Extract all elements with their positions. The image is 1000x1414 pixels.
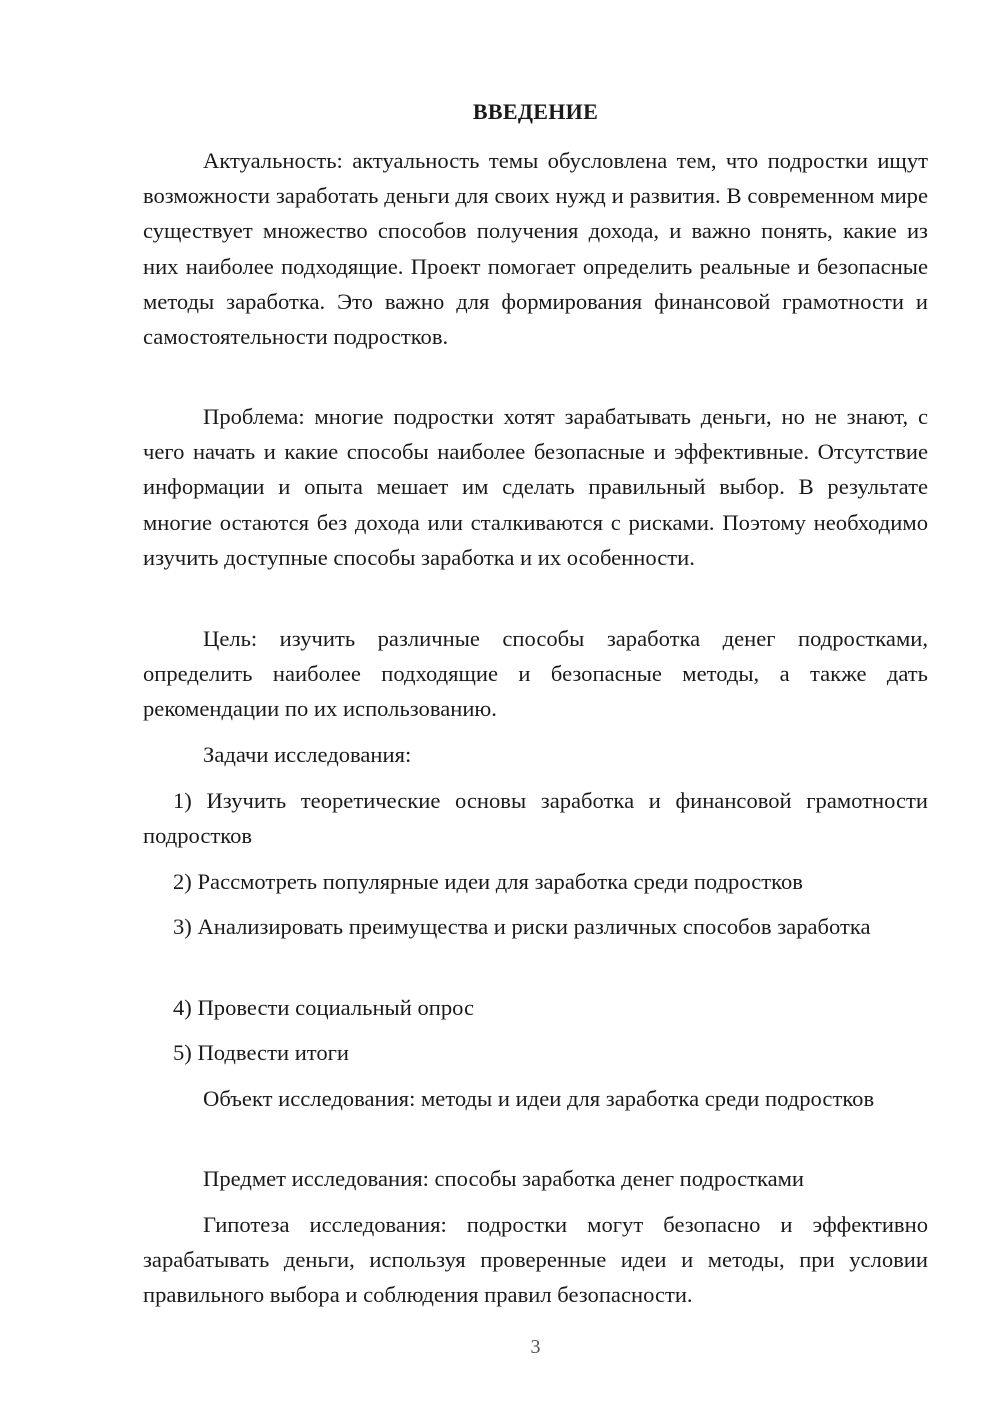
task-item-3: 3) Анализировать преимущества и риски различных способов заработка bbox=[173, 914, 871, 939]
tasks-heading: Задачи исследования: bbox=[203, 742, 412, 767]
problem-paragraph: Проблема: многие подростки хотят зарабатывать деньги, но не знают, с чего начать и какие способы наиболее безопасные и эффективные. Отсутствие информации и опыта мешает им сделать правильный выбор. В результате многие остаются без дохода или сталкиваются с рисками. Поэтому необходимо изучить доступные способы заработка и их особенности. bbox=[143, 404, 928, 570]
task-item-2: 2) Рассмотреть популярные идеи для заработка среди подростков bbox=[173, 869, 803, 894]
relevance-paragraph: Актуальность: актуальность темы обусловлена тем, что подростки ищут возможности заработать деньги для своих нужд и развития. В современном мире существует множество способов получения дохода, и важно понять, какие из них наиболее подходящие. Проект помогает определить реальные и безопасные методы заработка. Это важно для формирования финансовой грамотности и самостоятельности подростков. bbox=[143, 148, 928, 350]
subject-paragraph: Предмет исследования: способы заработка денег подростками bbox=[203, 1166, 805, 1191]
task-item-1: 1) Изучить теоретические основы заработка и финансовой грамотности подростков bbox=[143, 788, 928, 849]
object-paragraph: Объект исследования: методы и идеи для заработка среди подростков bbox=[203, 1086, 875, 1111]
task-item-5: 5) Подвести итоги bbox=[173, 1040, 350, 1065]
document-page bbox=[143, 0, 928, 1414]
goal-paragraph: Цель: изучить различные способы заработка денег подростками, определить наиболее подходящие и безопасные методы, а также дать рекомендации по их использованию. bbox=[143, 626, 928, 722]
page-number: 3 bbox=[530, 1336, 541, 1358]
task-item-4: 4) Провести социальный опрос bbox=[173, 995, 475, 1020]
hypothesis-paragraph: Гипотеза исследования: подростки могут безопасно и эффективно зарабатывать деньги, используя проверенные идеи и методы, при условии правильного выбора и соблюдения правил безопасности. bbox=[143, 1212, 928, 1308]
page-title: ВВЕДЕНИЕ bbox=[472, 99, 599, 124]
